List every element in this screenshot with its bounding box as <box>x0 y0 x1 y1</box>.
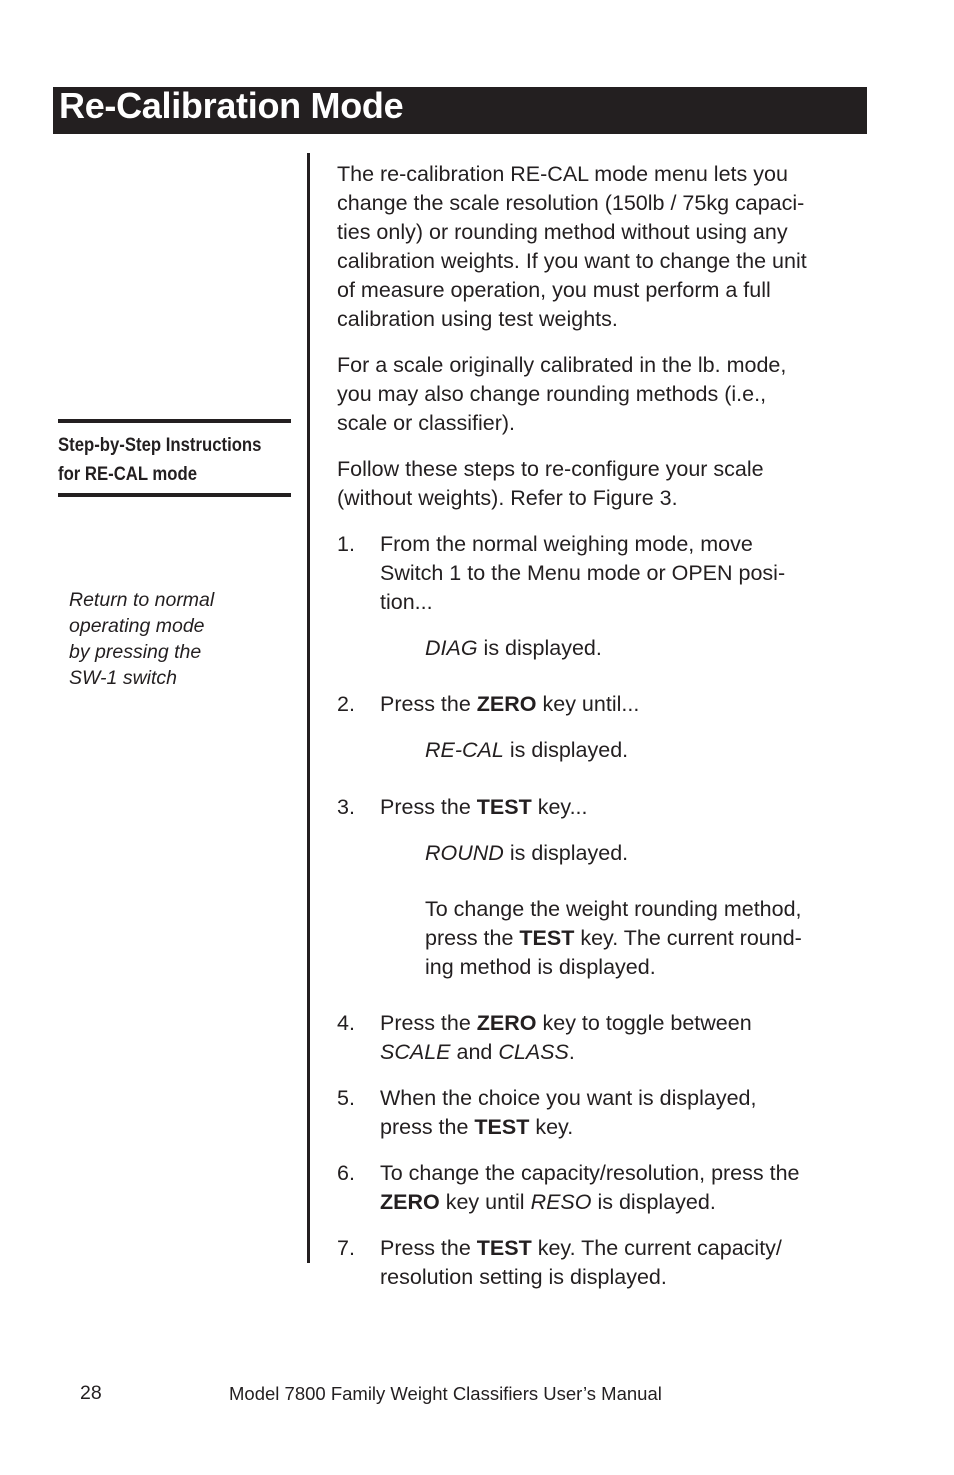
step-6 <box>337 1159 872 1217</box>
text-line: key until... <box>536 692 640 716</box>
sidebar-heading-line: Step-by-Step Instructions <box>58 435 262 456</box>
text-line: key... <box>531 795 588 819</box>
step-number: 7. <box>337 1236 355 1260</box>
text-line: key. The current capacity/ <box>531 1236 782 1260</box>
sidebar-note-line: SW-1 switch <box>69 667 177 689</box>
text-line: resolution setting is displayed. <box>380 1265 667 1289</box>
text-line: ties only) or rounding method without using any <box>337 220 788 244</box>
sidebar-heading-line: for RE-CAL mode <box>58 464 198 485</box>
text-line: is displayed. <box>591 1190 716 1214</box>
text-line: ing method is displayed. <box>425 955 656 979</box>
intro-paragraph <box>337 160 872 334</box>
text-line: When the choice you want is displayed, <box>380 1086 757 1110</box>
sidebar-note-line: Return to normal <box>69 589 215 611</box>
step-7 <box>337 1234 872 1292</box>
step-number: 1. <box>337 532 355 556</box>
text-line: scale or classifier). <box>337 411 516 435</box>
text-line: Press the <box>380 1011 477 1035</box>
key-name: ZERO <box>476 692 537 716</box>
step-number: 5. <box>337 1086 355 1110</box>
step-3 <box>337 793 872 822</box>
page-title: Re-Calibration Mode <box>59 85 404 126</box>
text-line: is displayed. <box>503 738 629 762</box>
step-number: 4. <box>337 1011 355 1035</box>
text-line: key. <box>529 1115 574 1139</box>
text-line: press the <box>380 1115 475 1139</box>
key-name: TEST <box>474 1115 530 1139</box>
step-3-extra <box>337 895 872 982</box>
key-name: TEST <box>476 795 532 819</box>
display-code: DIAG <box>425 636 478 660</box>
column-divider <box>307 153 310 1263</box>
display-code: RE-CAL <box>425 738 504 762</box>
step-2 <box>337 690 872 719</box>
text-line: calibration weights. If you want to change the unit <box>337 249 807 273</box>
display-code: SCALE <box>380 1040 451 1064</box>
sidebar-note-line: by pressing the <box>69 641 202 663</box>
display-code: RESO <box>530 1190 592 1214</box>
text-line: For a scale originally calibrated in the lb. mode, <box>337 353 787 377</box>
step-1-display <box>337 634 872 663</box>
sidebar-note <box>69 587 289 691</box>
sidebar-heading <box>58 431 278 489</box>
text-line: The re-calibration RE-CAL mode menu lets you <box>337 162 788 186</box>
step-1 <box>337 530 872 617</box>
text-line: To change the capacity/resolution, press the <box>380 1161 800 1185</box>
text-line: Switch 1 to the Menu mode or OPEN posi- <box>380 561 786 585</box>
footer-manual-title: Model 7800 Family Weight Classifiers User’s Manual <box>229 1383 662 1404</box>
text-line: To change the weight rounding method, <box>425 897 802 921</box>
step-4 <box>337 1009 872 1067</box>
text-line: press the <box>425 926 520 950</box>
text-line: key to toggle between <box>536 1011 752 1035</box>
text-line: (without weights). Refer to Figure 3. <box>337 486 678 510</box>
main-body <box>337 160 872 1292</box>
title-bar <box>53 87 867 134</box>
text-line: Press the <box>380 1236 477 1260</box>
text-line: tion... <box>380 590 433 614</box>
step-number: 3. <box>337 795 355 819</box>
key-name: ZERO <box>380 1190 440 1214</box>
display-code: ROUND <box>425 841 504 865</box>
key-name: TEST <box>476 1236 532 1260</box>
text-line: key. The current round- <box>574 926 802 950</box>
sidebar-note-line: operating mode <box>69 615 205 637</box>
text-line: Follow these steps to re-configure your scale <box>337 457 764 481</box>
text-line: is displayed. <box>503 841 629 865</box>
page-number: 28 <box>80 1382 102 1404</box>
text-line: change the scale resolution (150lb / 75kg capaci- <box>337 191 805 215</box>
text-line: is displayed. <box>477 636 602 660</box>
text-line: and <box>450 1040 499 1064</box>
text-line: . <box>568 1040 575 1064</box>
sidebar-rule-bottom <box>58 493 291 497</box>
text-line: From the normal weighing mode, move <box>380 532 753 556</box>
step-5 <box>337 1084 872 1142</box>
sidebar-rule-top <box>58 419 291 423</box>
text-line: Press the <box>380 795 477 819</box>
step-3-display <box>337 839 872 868</box>
step-number: 6. <box>337 1161 355 1185</box>
text-line: you may also change rounding methods (i.e., <box>337 382 767 406</box>
text-line: calibration using test weights. <box>337 307 618 331</box>
follow-paragraph <box>337 455 872 513</box>
rounding-paragraph <box>337 351 872 438</box>
text-line: key until <box>439 1190 531 1214</box>
display-code: CLASS <box>498 1040 569 1064</box>
text-line: of measure operation, you must perform a full <box>337 278 771 302</box>
key-name: ZERO <box>476 1011 537 1035</box>
key-name: TEST <box>519 926 575 950</box>
step-number: 2. <box>337 692 355 716</box>
text-line: Press the <box>380 692 477 716</box>
step-2-display <box>337 736 872 765</box>
